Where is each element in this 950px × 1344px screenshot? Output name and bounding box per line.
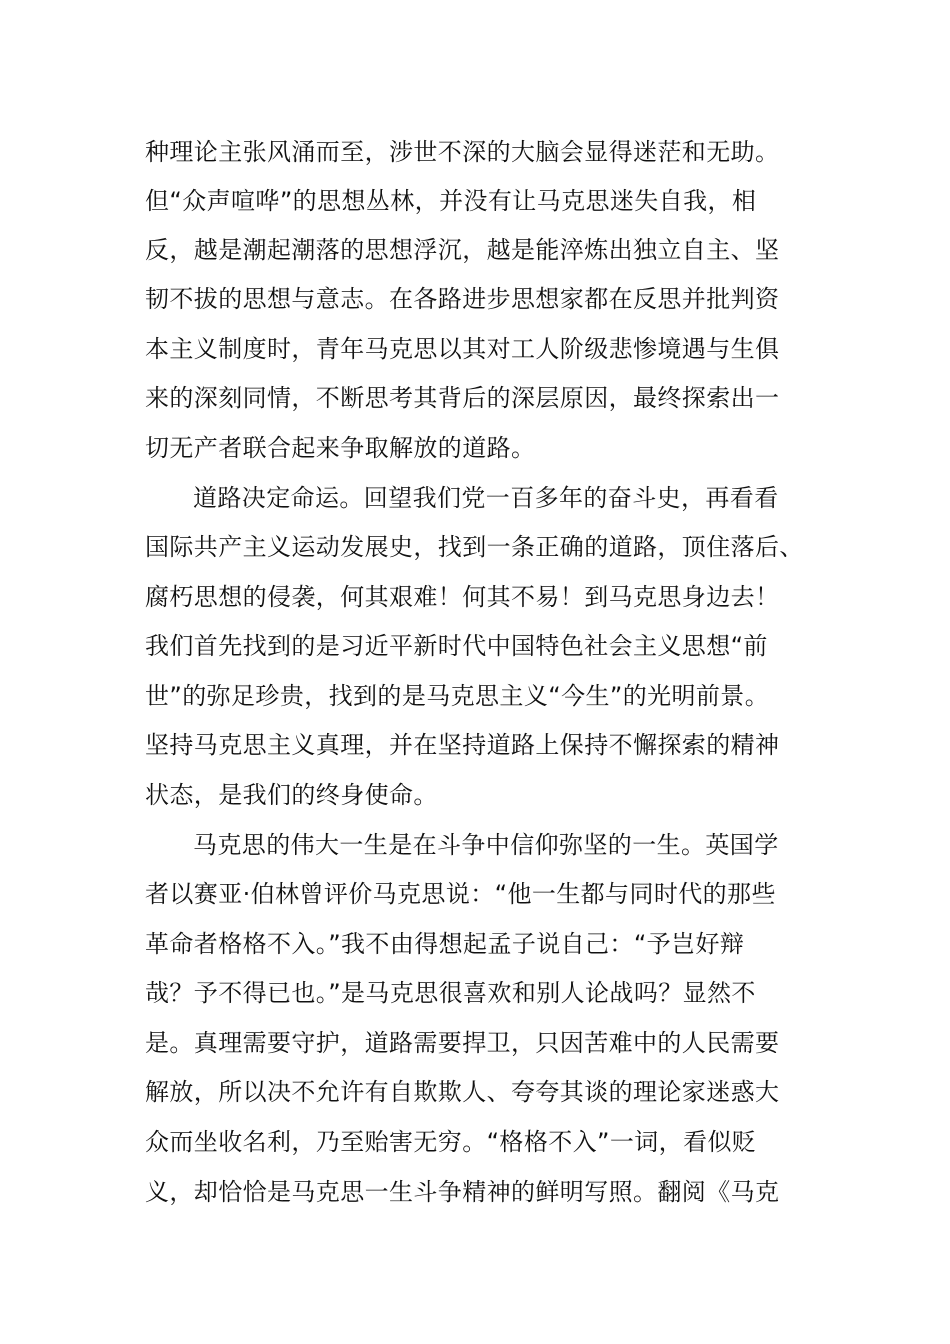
text-line: 解放，所以决不允许有自欺欺人、夸夸其谈的理论家迷惑大 <box>145 1078 780 1106</box>
text-line: 国际共产主义运动发展史，找到一条正确的道路，顶住落后、 <box>145 533 804 561</box>
text-line: 状态，是我们的终身使命。 <box>145 781 438 809</box>
text-line: 我们首先找到的是习近平新时代中国特色社会主义思想“前 <box>145 632 768 660</box>
text-line: 世”的弥足珍贵，找到的是马克思主义“今生”的光明前景。 <box>145 682 770 710</box>
paragraph-first-line: 道路决定命运。回望我们党一百多年的奋斗史，再看看 <box>193 484 779 512</box>
text-line: 切无产者联合起来争取解放的道路。 <box>145 434 536 462</box>
text-line: 者以赛亚·伯林曾评价马克思说：“他一生都与同时代的那些 <box>145 880 776 908</box>
text-line: 义，却恰恰是马克思一生斗争精神的鲜明写照。翻阅《马克 <box>145 1178 780 1206</box>
text-line: 革命者格格不入。”我不由得想起孟子说自己：“予岂好辩 <box>145 930 745 958</box>
text-line: 但“众声喧哗”的思想丛林，并没有让马克思迷失自我，相 <box>145 187 757 215</box>
paragraph-first-line: 马克思的伟大一生是在斗争中信仰弥坚的一生。英国学 <box>193 831 779 859</box>
text-line: 本主义制度时，青年马克思以其对工人阶级悲惨境遇与生俱 <box>145 335 780 363</box>
text-line: 韧不拔的思想与意志。在各路进步思想家都在反思并批判资 <box>145 285 780 313</box>
text-line: 种理论主张风涌而至，涉世不深的大脑会显得迷茫和无助。 <box>145 138 780 166</box>
text-line: 腐朽思想的侵袭，何其艰难！何其不易！到马克思身边去！ <box>145 583 780 611</box>
text-line: 哉？予不得已也。”是马克思很喜欢和别人论战吗？显然不 <box>145 979 756 1007</box>
text-line: 反，越是潮起潮落的思想浮沉，越是能淬炼出独立自主、坚 <box>145 236 780 264</box>
text-line: 是。真理需要守护，道路需要捍卫，只因苦难中的人民需要 <box>145 1029 780 1057</box>
text-line: 坚持马克思主义真理，并在坚持道路上保持不懈探索的精神 <box>145 731 780 759</box>
text-line: 来的深刻同情，不断思考其背后的深层原因，最终探索出一 <box>145 384 780 412</box>
text-line: 众而坐收名利，乃至贻害无穷。“格格不入”一词，看似贬 <box>145 1128 757 1156</box>
